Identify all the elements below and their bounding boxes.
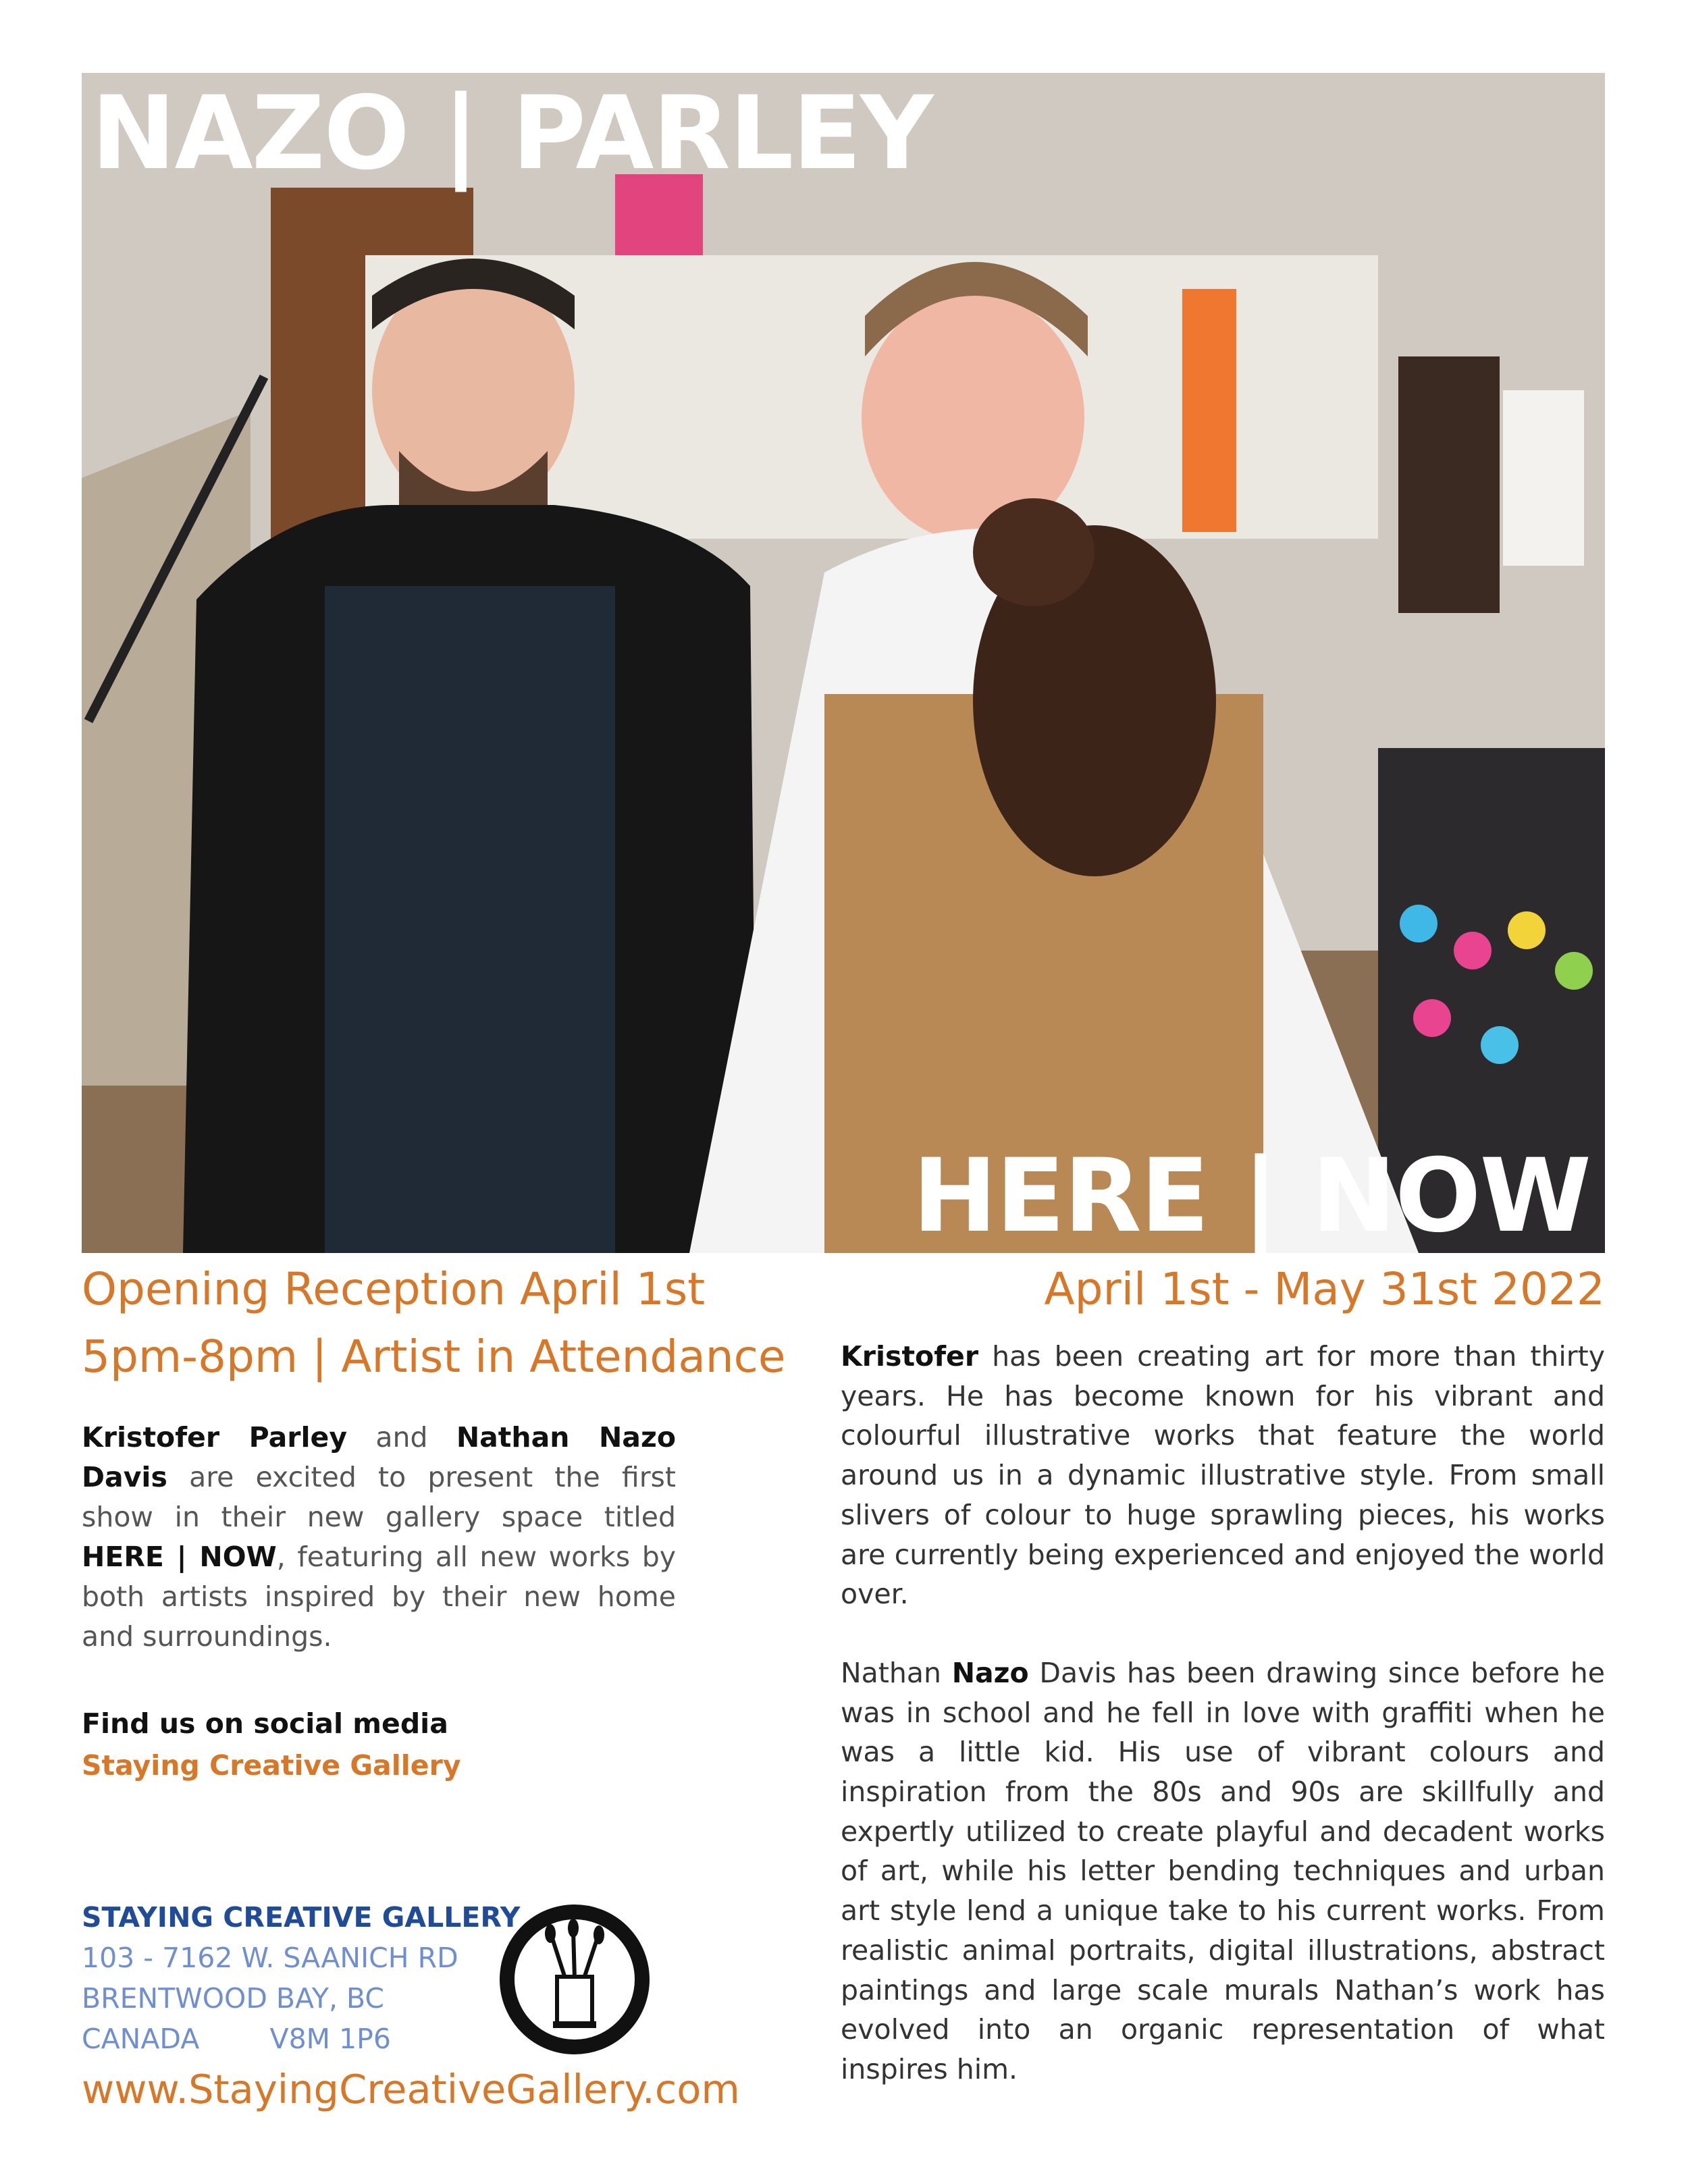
- social-media-section: [82, 1703, 461, 1786]
- address-line-3: CANADA V8M 1P6: [82, 2023, 391, 2055]
- photo-illustration: [82, 73, 1605, 1253]
- social-heading: Find us on social media: [82, 1707, 448, 1740]
- bio1-name: Kristofer: [841, 1340, 979, 1373]
- bio1-text: has been creating art for more than thirty years. He has become known for his vibrant and colourful illustrative works that feature the world around us in a dynamic illustrative style. From small slivers of colour to huge sprawling pieces, his works are currently being experienced and enjoyed the world over.: [841, 1340, 1605, 1611]
- bio-nathan: [841, 1653, 1605, 2089]
- website-link[interactable]: www.StayingCreativeGallery.com: [82, 2066, 740, 2112]
- reception-line-2: 5pm-8pm | Artist in Attendance: [82, 1331, 786, 1383]
- title-artists: NAZO | PARLEY: [91, 75, 932, 192]
- opening-reception: [82, 1256, 858, 1391]
- gallery-address: [82, 1897, 520, 2059]
- reception-line-1: Opening Reception April 1st: [82, 1263, 706, 1315]
- intro-text-2: , featuring all new works by both artists inspired by their new home and surroundings.: [82, 1541, 676, 1653]
- bio2-pre: Nathan: [841, 1656, 952, 1689]
- address-line-2: BRENTWOOD BAY, BC: [82, 1982, 385, 2015]
- exhibition-dates: April 1st - May 31st 2022: [1044, 1263, 1605, 1315]
- gallery-name: STAYING CREATIVE GALLERY: [82, 1901, 521, 1934]
- address-line-1: 103 - 7162 W. SAANICH RD: [82, 1942, 458, 1974]
- title-show: HERE | NOW: [912, 1138, 1590, 1255]
- artist-name-1: Kristofer Parley: [82, 1421, 348, 1454]
- artist-bios: [841, 1337, 1605, 2129]
- intro-paragraph: [82, 1418, 676, 1657]
- social-link[interactable]: Staying Creative Gallery: [82, 1749, 461, 1782]
- bio2-text: Davis has been drawing since before he was in school and he fell in love with graffiti when he was a little kid. His use of vibrant colours and inspiration from the 80s and 90s are skillfully and expertly utilized to create playful and decadent works of art, while his letter bending techniques and urban art style lend a unique take to his current works. From realistic animal portraits, digital illustrations, abstract paintings and large scale murals Nathan’s work has evolved into an organic representation of what inspires him.: [841, 1656, 1605, 2085]
- intro-text-1: are excited to present the first show in their new gallery space titled: [82, 1461, 676, 1533]
- bio-kristofer: [841, 1337, 1605, 1614]
- artists-photo: [82, 73, 1605, 1253]
- artist-name-2: Nathan Nazo Davis: [82, 1421, 676, 1493]
- show-name: HERE | NOW: [82, 1541, 277, 1573]
- gallery-logo-icon: [498, 1902, 652, 2056]
- intro-and: and: [347, 1421, 456, 1454]
- bio2-name: Nazo: [951, 1656, 1029, 1689]
